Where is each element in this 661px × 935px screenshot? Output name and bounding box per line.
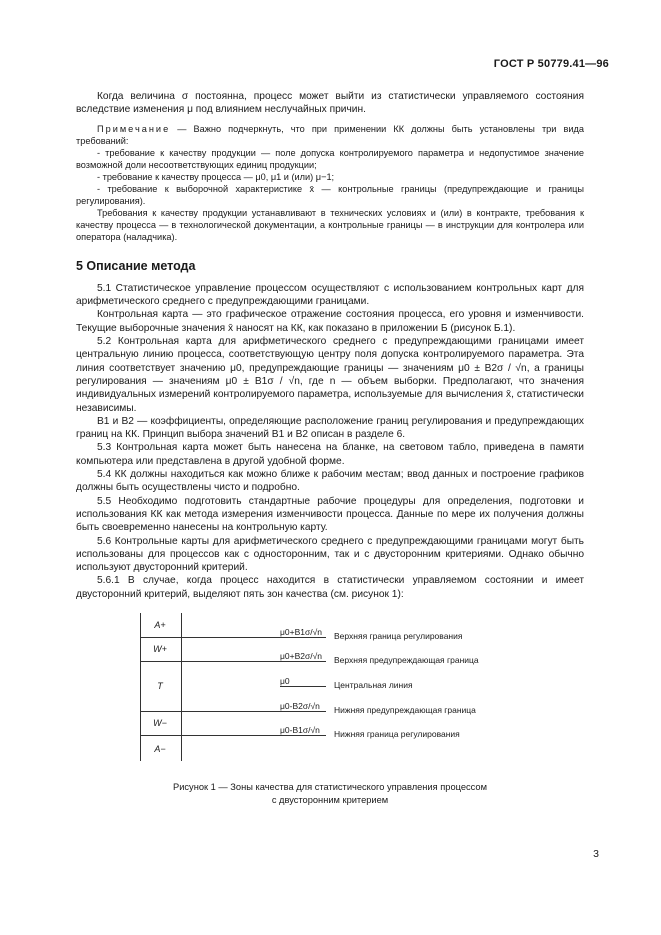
label-lower-warning: Нижняя предупреждающая граница — [334, 705, 476, 716]
note-item-process: - требование к качеству процесса — μ0, μ1 и (или) μ−1; — [97, 171, 335, 182]
formula-upper-control: μ0+B1σ/√n — [280, 627, 322, 638]
formula-upper-warning: μ0+B2σ/√n — [280, 651, 322, 662]
zone-divider — [140, 661, 180, 662]
figure-caption — [76, 781, 584, 806]
note-item-sample: - требование к выборочной характеристике x̄ — контрольные границы (предупреждающие и границы регулирования). — [76, 183, 584, 206]
note-label: Примечание — [97, 123, 171, 134]
note-block — [76, 123, 584, 243]
label-upper-warning: Верхняя предупреждающая граница — [334, 655, 479, 666]
paragraph: Контрольная карта — это графическое отражение состояния процесса, его уровня и изменчивости. Текущие выборочные значения x̄ наносят на КК, как показано в приложении Б (рисунок Б.1). — [76, 309, 584, 334]
formula-lower-warning: μ0-B2σ/√n — [280, 701, 320, 712]
figure-caption-line-1: Рисунок 1 — Зоны качества для статистического управления процессом — [173, 782, 487, 793]
label-upper-control: Верхняя граница регулирования — [334, 631, 463, 642]
note-intro — [76, 123, 584, 147]
zone-divider — [140, 711, 180, 712]
note-conclusion: Требования к качеству продукции устанавливают в технических условиях и (или) в контракте, требования к качеству процесса — в технологической документации, а контрольные границы — в инструкции для контролера или оператора (наладчика). — [76, 207, 584, 242]
paragraph: 5.5 Необходимо подготовить стандартные рабочие процедуры для определения, подготовки и использования КК как метода измерения изменчивости процесса. Данные по мере их получения должны быть своевременно нанесены на контрольную карту. — [76, 495, 584, 534]
figure-caption-line-2: с двусторонним критерием — [271, 794, 389, 805]
note-item-product: - требование к качеству продукции — поле допуска контролируемого параметра и недопустимое значение возможной доли несоответствующих единиц продукции; — [76, 147, 584, 170]
paragraph: B1 и B2 — коэффициенты, определяющие расположение границ регулирования и предупреждающих границ на КК. Принцип выбора значений B1 и B2 описан в разделе 6. — [76, 415, 584, 441]
zone-label-w-minus: W− — [153, 718, 167, 729]
formula-center: μ0 — [280, 676, 290, 687]
section-title: 5 Описание метода — [76, 258, 196, 273]
paragraph: 5.2 Контрольная карта для арифметического среднего с предупреждающими границами имеет центральную линию процесса, соответствующую центру поля допуска контролируемого параметра. Эта линия соответствует значению μ0, предупреждающие границы — значениям μ0 ± B2σ / √n, а границы регулирования — значениям μ0 ± B1σ / √n, где n — объем выборки. Предполагают, что значения индивидуальных измерений контролируемого параметра, используемые для вычисления x̄, статистически независимы. — [76, 336, 584, 414]
formula-lower-control: μ0-B1σ/√n — [280, 725, 320, 736]
zone-label-t: T — [157, 681, 163, 692]
note-text: — Важно подчеркнуть, что при применении КК должны быть установлены три вида требований: — [76, 123, 584, 146]
label-center: Центральная линия — [334, 680, 413, 691]
zone-divider — [140, 637, 180, 638]
quality-zones-figure — [76, 613, 584, 763]
zone-label-w-plus: W+ — [153, 644, 167, 655]
label-lower-control: Нижняя граница регулирования — [334, 729, 460, 740]
paragraph-sigma: Когда величина σ постоянна, процесс может выйти из статистически управляемого состояния вследствие изменения μ под влиянием неслучайных причин. — [76, 91, 584, 116]
page-number: 3 — [593, 848, 599, 860]
zone-label-a-minus: A− — [154, 744, 166, 755]
paragraph: 5.1 Статистическое управление процессом осуществляют с использованием контрольных карт для арифметического среднего с предупреждающими границами. — [76, 282, 584, 308]
page-content — [76, 90, 584, 806]
paragraph: 5.3 Контрольная карта может быть нанесена на бланке, на световом табло, приведена в памяти компьютера или представлена в другой удобной форме. — [76, 442, 584, 467]
paragraph: 5.6 Контрольные карты для арифметического среднего с предупреждающими границами могут быть использованы для процессов как с односторонним, так и с двусторонним критериями. Однако обычно используют двусторонний критерий. — [76, 535, 584, 574]
zone-label-a-plus: A+ — [154, 620, 166, 631]
paragraph: 5.6.1 В случае, когда процесс находится в статистически управляемом состоянии и имеет двусторонний критерий, выделяют пять зон качества (см. рисунок 1): — [76, 575, 584, 600]
paragraph: 5.4 КК должны находиться как можно ближе к рабочим местам; ввод данных и построение графиков должны быть осуществлены чисто и подробно. — [76, 469, 584, 494]
zone-divider — [140, 735, 180, 736]
document-header: ГОСТ Р 50779.41—96 — [493, 58, 609, 70]
